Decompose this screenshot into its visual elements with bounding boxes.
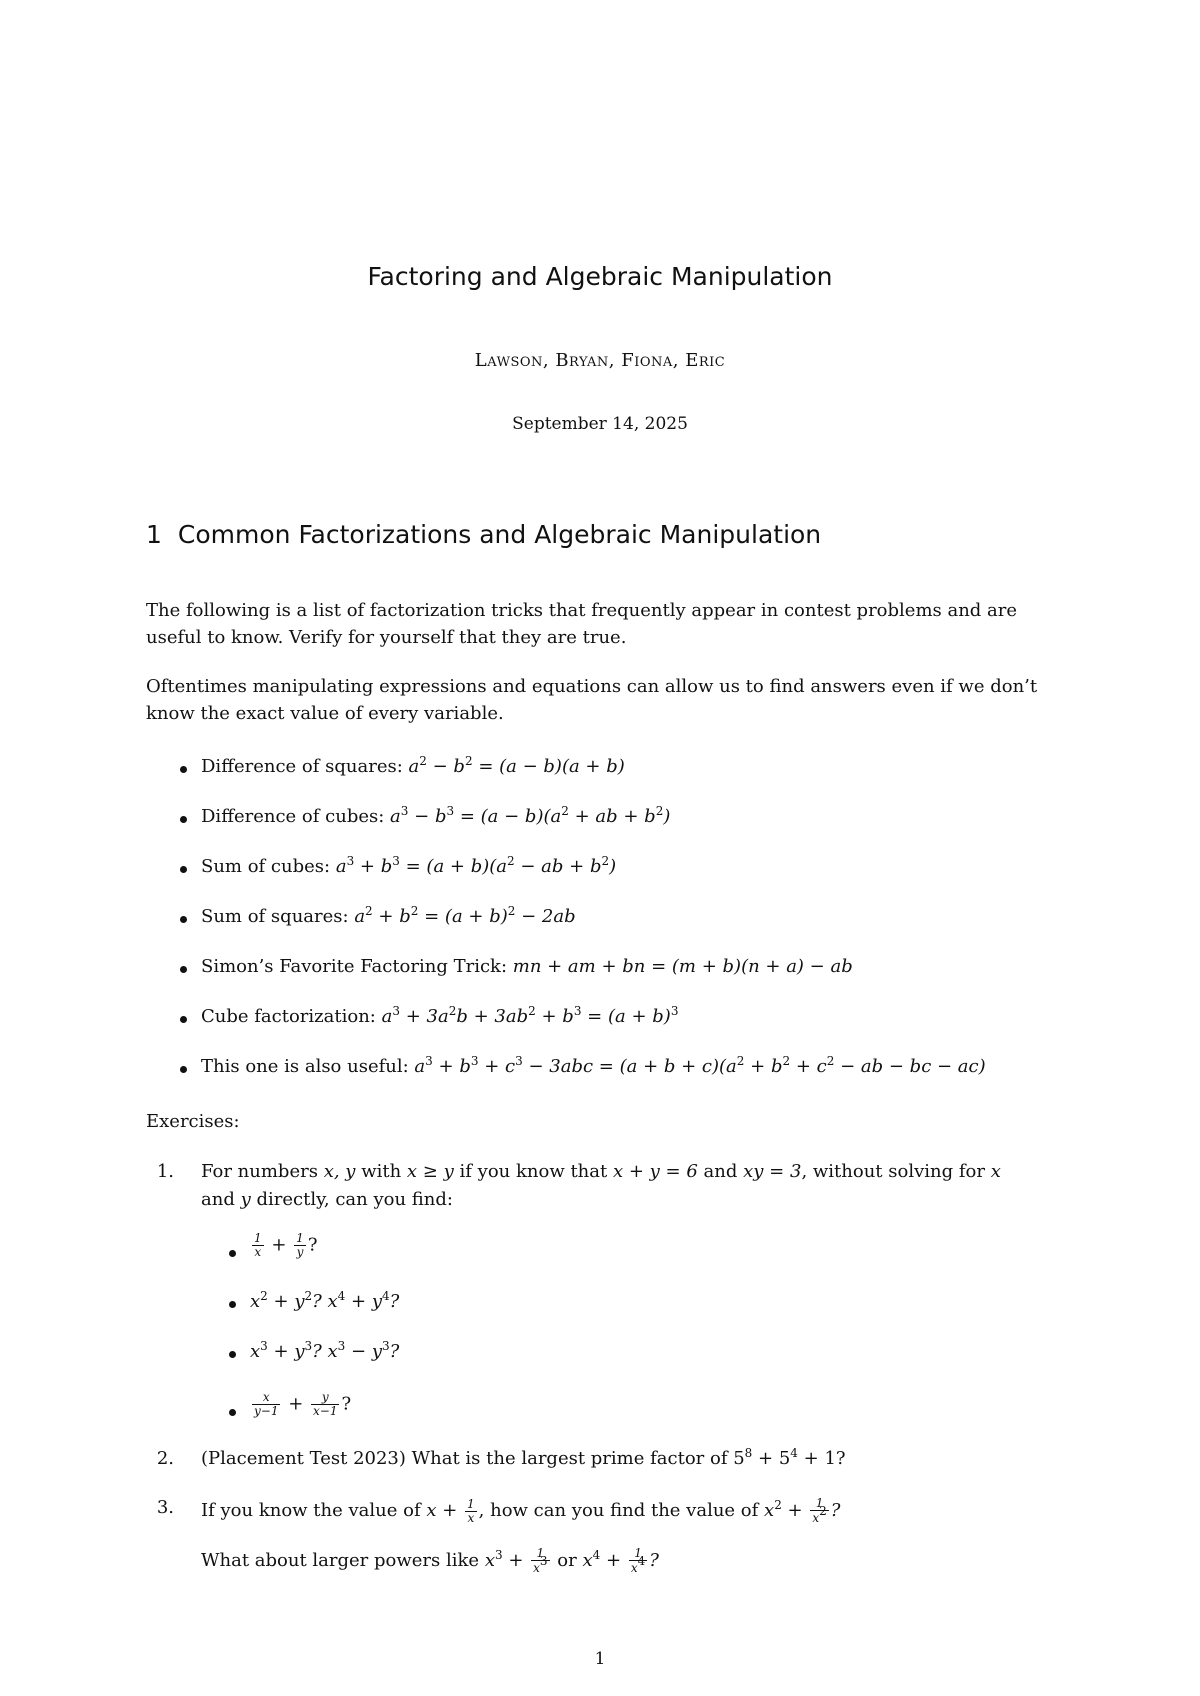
exercise-number: 1. [156,1161,174,1182]
formula: y [240,1189,251,1210]
formula: $x^3 + y^3$? $x^3 - y^3$? [250,1339,400,1362]
formula: $a^2 + b^2 = (a + b)^2 - 2ab$ [354,904,576,927]
exercise-text: What about larger powers like [201,1550,480,1571]
bullet-icon [229,1301,236,1308]
bullet-icon [180,1066,187,1073]
factorization-label: Sum of cubes: [201,856,331,877]
formula: $x^2 + y^2$? $x^4 + y^4$? [250,1289,400,1312]
section-title: Common Factorizations and Algebraic Manipulation [177,520,822,549]
bullet-icon [180,816,187,823]
formula: $a^3 - b^3 = (a - b)(a^2$ + ab + $b^2$) [390,804,671,827]
factorization-label: Difference of squares: [201,756,403,777]
factorization-label: Difference of cubes: [201,806,385,827]
formula: x ≥ y [406,1161,454,1182]
bullet-icon [229,1409,236,1416]
formula: $\frac{x}{y-1}$ + $\frac{y}{x-1}$ ? [254,1390,352,1418]
exercise-text: if you know that [459,1161,608,1182]
formula: x [990,1161,1001,1182]
page-number: 1 [594,1649,606,1669]
factorization-label: This one is also useful: [201,1056,409,1077]
exercise-text: , without solving for [801,1161,985,1182]
exercise-text: , how can you find the value of [478,1500,759,1521]
formula: x + $\frac{1}{x}$ [426,1496,475,1525]
exercise-text: and [201,1189,235,1210]
bullet-icon [180,916,187,923]
exercise-number: 3. [156,1497,174,1518]
formula: $x^3$ + $\frac{1}{x^3}$ [484,1546,548,1575]
exercise-text: or [557,1550,577,1571]
authors: Lawson, Bryan, Fiona, Eric [474,350,726,371]
exercise-text: For numbers [201,1161,318,1182]
exercise-number: 2. [156,1448,174,1469]
intro-paragraph: The following is a list of factorization tricks that frequently appear in contest problems and are useful to know. Verify for yourself that they are true. [146,600,1018,648]
bullet-icon [180,866,187,873]
formula: $5^8 + 5^4 + 1$? [733,1446,846,1469]
manipulation-paragraph: Oftentimes manipulating expressions and equations can allow us to find answers even if we don’t know the exact value of every variable. [146,676,1038,724]
formula: $\frac{1}{x}$ + $\frac{1}{y}$ ? [254,1231,318,1259]
exercise-text: (Placement Test 2023) What is the largest prime factor of [201,1448,728,1469]
formula: $a^3 + b^3 + c^3 - 3abc = (a + b + c)(a^2 + b^2 + c^2$ − ab − bc − ac) [414,1054,986,1077]
bullet-icon [180,1016,187,1023]
document-title: Factoring and Algebraic Manipulation [367,262,833,291]
formula: $a^2 - b^2 = (a - b)(a + b)$ [408,754,625,777]
date: September 14, 2025 [512,414,688,434]
formula: $a^3 + 3a^2b + 3ab^2 + b^3 = (a + b)^3$ [381,1004,679,1027]
exercise-text: directly, can you find: [256,1189,453,1210]
factorization-label: Cube factorization: [201,1006,376,1027]
bullet-icon [180,966,187,973]
exercises-label: Exercises: [146,1111,240,1132]
formula: $a^3 + b^3 = (a + b)(a^2$ − ab + $b^2$) [335,854,617,877]
factorization-label: Simon’s Favorite Factoring Trick: [201,956,508,977]
formula: $x^4$ + $\frac{1}{x^4}$ ? [582,1546,659,1575]
exercise-1-continued [201,1189,453,1210]
formula: xy = 3 [743,1161,802,1182]
exercise-text: If you know the value of [201,1500,421,1521]
bullet-icon [229,1250,236,1257]
exercise-3-continued [201,1547,659,1575]
section-number: 1 [146,520,162,549]
exercise-text: with [361,1161,402,1182]
formula: $x^2$ + $\frac{1}{x^2}$ ? [764,1496,841,1525]
bullet-icon [180,766,187,773]
section-heading [146,520,821,549]
formula: x, y [323,1161,356,1182]
bullet-icon [229,1351,236,1358]
formula: mn + am + bn = (m + b)(n + a) − ab [512,956,853,977]
formula: x + y = 6 [612,1161,698,1182]
factorization-label: Sum of squares: [201,906,349,927]
exercise-text: and [703,1161,738,1182]
